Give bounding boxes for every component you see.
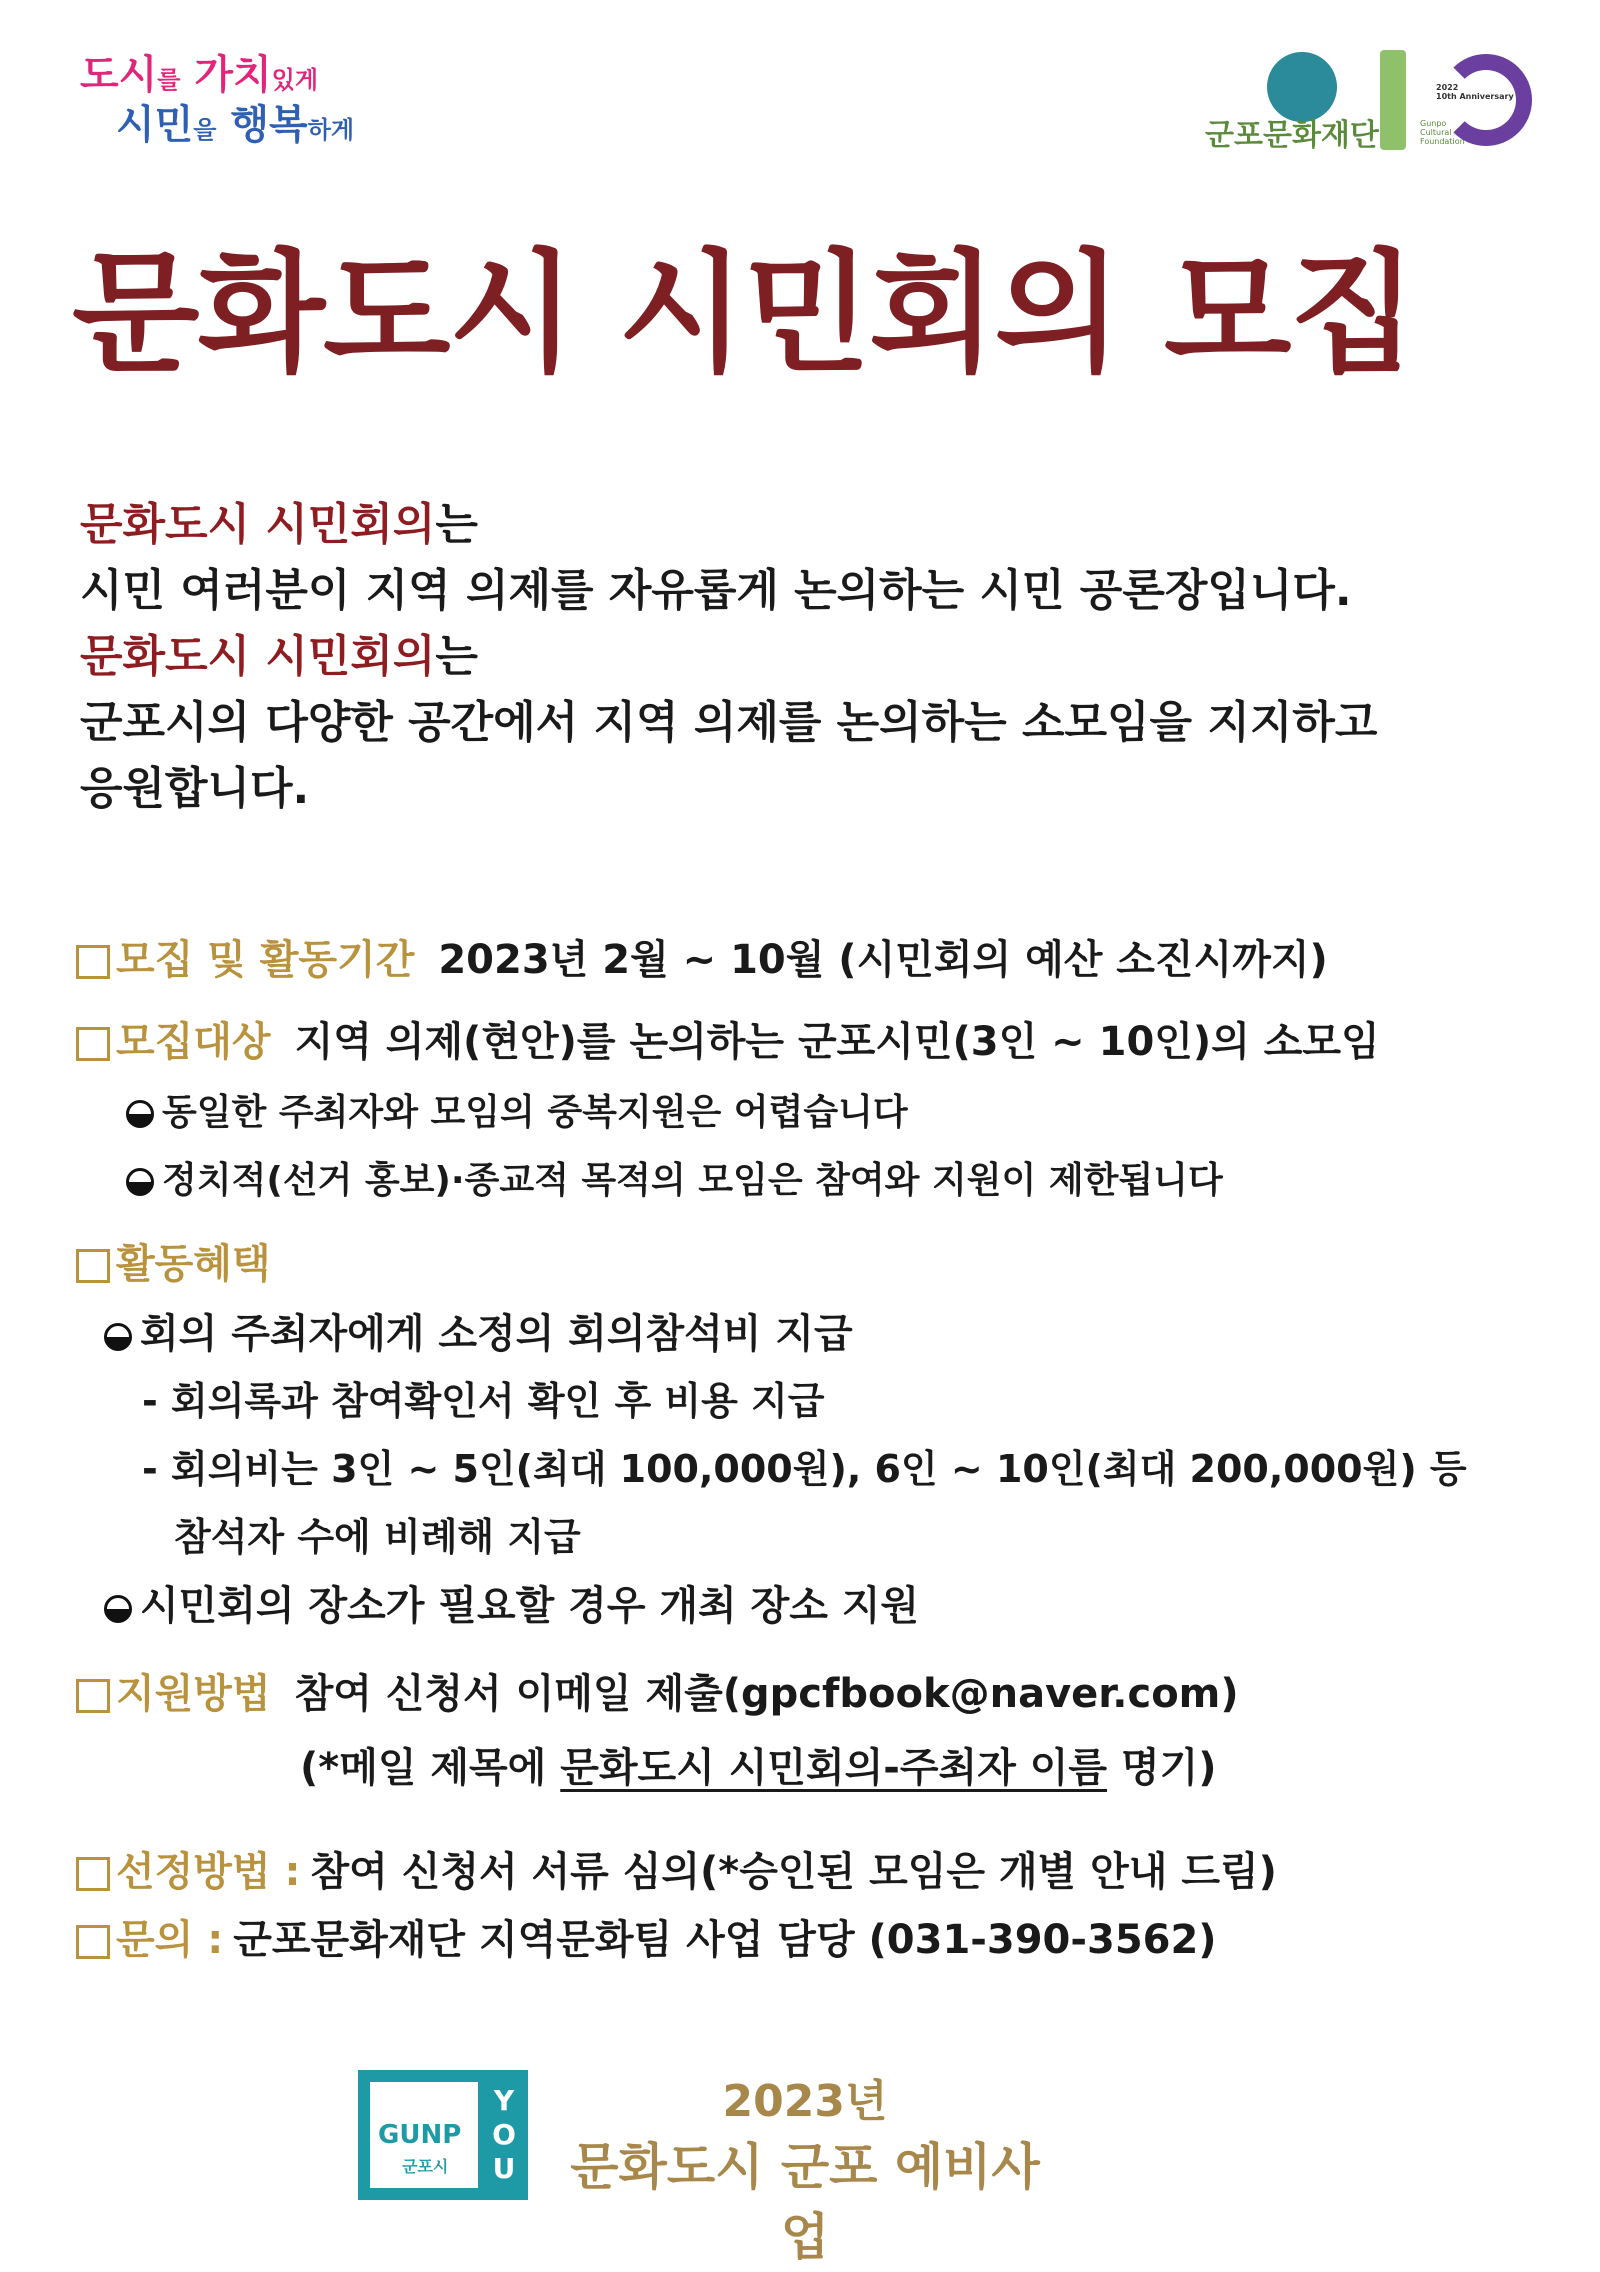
- foundation-logo: [1205, 52, 1379, 162]
- slogan: [80, 50, 354, 150]
- list-item: [126, 1152, 1223, 1203]
- section-benefit: [76, 1232, 271, 1289]
- anniversary-logo: [1380, 50, 1550, 160]
- slogan-word: 가치: [194, 52, 272, 98]
- slogan-word: 행복: [230, 102, 308, 148]
- section-label: 모집 및 활동기간: [116, 937, 415, 983]
- section-value: 지역 의제(현안)를 논의하는 군포시민(3인 ~ 10인)의 소모임: [294, 1019, 1380, 1065]
- list-item-text: 정치적(선거 홍보)·종교적 목적의 모임은 참여와 지원이 제한됩니다: [162, 1160, 1223, 1201]
- checkbox-icon: [76, 1925, 110, 1959]
- list-item: [104, 1302, 853, 1359]
- anniversary-caption: 2022 10th Anniversary: [1436, 83, 1514, 101]
- intro-highlight: 문화도시 시민회의: [80, 631, 436, 682]
- section-value: 2023년 2월 ~ 10월 (시민회의 예산 소진시까지): [438, 937, 1328, 983]
- section-target: [76, 1010, 1380, 1067]
- slogan-word: 를: [157, 66, 181, 94]
- section-value: 참여 신청서 서류 심의(*승인된 모임은 개별 안내 드림): [310, 1849, 1277, 1895]
- apply-note-subject: 문화도시 시민회의-주최자 이름: [560, 1745, 1108, 1791]
- section-value: 참여 신청서 이메일 제출(gpcfbook@naver.com): [294, 1671, 1239, 1717]
- footer-project-name: 문화도시 군포 예비사업: [570, 2138, 1040, 2266]
- foundation-name: 군포문화재단: [1205, 118, 1379, 153]
- section-label: 지원방법: [116, 1671, 271, 1717]
- intro-paragraph: [80, 492, 1540, 822]
- footer-project: [560, 2072, 1050, 2272]
- section-label: 선정방법 :: [116, 1849, 301, 1895]
- list-item-text: 회의 주최자에게 소정의 회의참석비 지급: [140, 1311, 853, 1357]
- checkbox-icon: [76, 1679, 110, 1713]
- section-contact: [76, 1908, 1217, 1965]
- apply-note-text: (*메일 제목에: [300, 1745, 561, 1791]
- intro-text: 는: [435, 499, 478, 550]
- bullet-icon: [104, 1323, 132, 1351]
- bullet-icon: [126, 1100, 154, 1128]
- slogan-word: 을: [193, 116, 217, 144]
- logo-wordmark: GUNP: [378, 2120, 462, 2150]
- page-title: 문화도시 시민회의 모집: [72, 237, 1416, 391]
- list-subitem: - 회의비는 3인 ~ 5인(최대 100,000원), 6인 ~ 10인(최대 200,000원) 등: [142, 1447, 1467, 1491]
- slogan-word: 도시: [80, 52, 158, 98]
- section-select: [76, 1840, 1277, 1897]
- slogan-word: 있게: [271, 66, 319, 94]
- apply-note-text: 명기): [1107, 1745, 1217, 1791]
- section-apply: [76, 1662, 1239, 1719]
- apply-note: [300, 1736, 1217, 1793]
- bullet-icon: [104, 1595, 132, 1623]
- section-period: [76, 928, 1328, 985]
- gunpo-city-logo: [358, 2070, 528, 2200]
- anniversary-digit-one: [1380, 50, 1406, 150]
- section-label: 모집대상: [116, 1019, 271, 1065]
- intro-text: 군포시의 다양한 공간에서 지역 의제를 논의하는 소모임을 지지하고: [80, 697, 1378, 748]
- bullet-icon: [126, 1168, 154, 1196]
- logo-city-name: 군포시: [402, 2157, 449, 2176]
- list-item: [104, 1574, 919, 1631]
- intro-text: 는: [435, 631, 478, 682]
- slogan-word: 시민: [116, 102, 194, 148]
- logo-you: Y O U: [492, 2084, 516, 2185]
- slogan-word: 하게: [307, 116, 355, 144]
- section-label: 활동혜택: [116, 1241, 271, 1287]
- list-item-text: 시민회의 장소가 필요할 경우 개최 장소 지원: [140, 1583, 920, 1629]
- section-label: 문의 :: [116, 1917, 224, 1963]
- checkbox-icon: [76, 1857, 110, 1891]
- footer-year: 2023년: [722, 2076, 888, 2127]
- checkbox-icon: [76, 1249, 110, 1283]
- foundation-caption: Gunpo Cultural Foundation: [1420, 119, 1465, 146]
- list-item: [126, 1084, 908, 1135]
- section-value: 군포문화재단 지역문화팀 사업 담당 (031-390-3562): [233, 1917, 1217, 1963]
- checkbox-icon: [76, 945, 110, 979]
- intro-highlight: 문화도시 시민회의: [80, 499, 436, 550]
- list-subitem: 참석자 수에 비례해 지급: [174, 1515, 581, 1559]
- list-item-text: 동일한 주최자와 모임의 중복지원은 어렵습니다: [162, 1092, 908, 1133]
- list-subitem: - 회의록과 참여확인서 확인 후 비용 지급: [142, 1379, 825, 1423]
- checkbox-icon: [76, 1027, 110, 1061]
- intro-text: 응원합니다.: [80, 763, 310, 814]
- intro-text: 시민 여러분이 지역 의제를 자유롭게 논의하는 시민 공론장입니다.: [80, 565, 1352, 616]
